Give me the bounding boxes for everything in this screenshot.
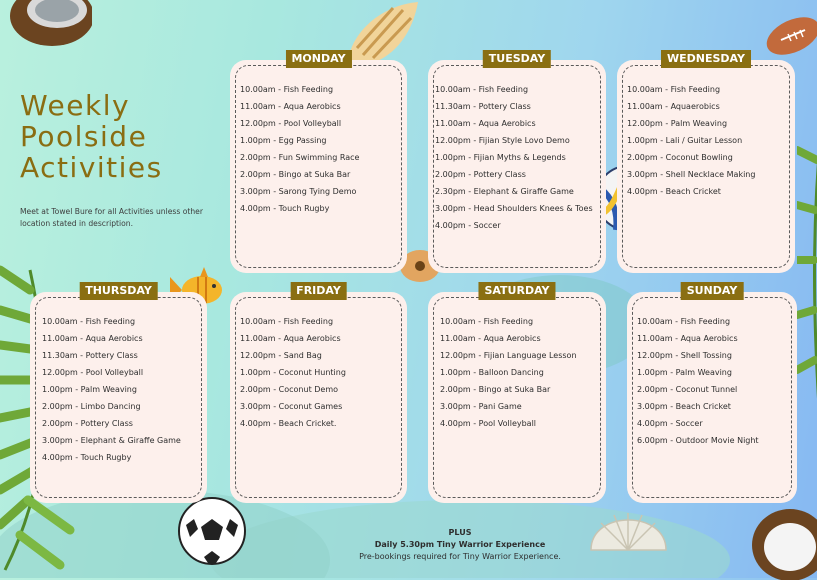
activity-item: 12.00pm - Fijian Style Lovo Demo <box>435 136 570 145</box>
palm-leaf-icon <box>797 120 817 450</box>
activity-item: 2.00pm - Limbo Dancing <box>42 402 141 411</box>
activity-item: 10.00am - Fish Feeding <box>627 85 721 94</box>
activity-item: 4.00pm - Touch Rugby <box>42 453 132 462</box>
activity-item: 2.00pm - Bingo at Suka Bar <box>240 170 351 179</box>
day-card-saturday <box>428 284 606 503</box>
activity-item: 1.00pm - Fijian Myths & Legends <box>435 153 566 162</box>
title-line: Activities <box>20 151 163 184</box>
footer <box>260 527 660 563</box>
activity-list <box>627 81 755 200</box>
activity-list <box>240 313 346 432</box>
day-label: SUNDAY <box>681 282 744 300</box>
rugby-ball-icon <box>763 10 817 60</box>
activity-item: 4.00pm - Pool Volleyball <box>440 419 537 428</box>
activity-item: 1.00pm - Palm Weaving <box>42 385 137 394</box>
activity-item: 10.00am - Fish Feeding <box>240 317 334 326</box>
soccer-ball-icon <box>176 495 248 567</box>
activity-item: 2.00pm - Bingo at Suka Bar <box>440 385 551 394</box>
day-card-thursday <box>30 284 207 503</box>
activity-list <box>240 81 359 217</box>
activity-item: 11.00am - Aqua Aerobics <box>435 119 536 128</box>
activity-item: 10.00am - Fish Feeding <box>42 317 136 326</box>
activity-item: 3.00pm - Sarong Tying Demo <box>240 187 357 196</box>
activity-list <box>637 313 759 449</box>
day-card-friday <box>230 284 407 503</box>
footer-note: Pre-bookings required for Tiny Warrior Experience. <box>359 552 561 561</box>
activity-item: 3.00pm - Shell Necklace Making <box>627 170 756 179</box>
page-title <box>20 90 163 183</box>
day-card-sunday <box>627 284 797 503</box>
activity-item: 3.00pm - Coconut Games <box>240 402 343 411</box>
coconut-icon <box>750 505 817 580</box>
activity-item: 11.00am - Aqua Aerobics <box>637 334 738 343</box>
day-label: FRIDAY <box>290 282 347 300</box>
activity-item: 12.00pm - Shell Tossing <box>637 351 732 360</box>
activity-item: 1.00pm - Coconut Hunting <box>240 368 346 377</box>
activity-item: 12.00pm - Palm Weaving <box>627 119 728 128</box>
activity-item: 11.30am - Pottery Class <box>435 102 531 111</box>
activity-item: 12.00pm - Pool Volleyball <box>42 368 144 377</box>
activity-item: 3.00pm - Pani Game <box>440 402 522 411</box>
activity-item: 1.00pm - Palm Weaving <box>637 368 732 377</box>
day-label: SATURDAY <box>478 282 555 300</box>
day-card-tuesday <box>428 52 606 273</box>
footer-plus: PLUS <box>448 528 472 537</box>
activity-list <box>440 313 577 432</box>
activity-item: 4.00pm - Soccer <box>435 221 501 230</box>
coconut-icon <box>2 0 92 53</box>
activity-item: 4.00pm - Soccer <box>637 419 703 428</box>
activity-item: 10.00am - Fish Feeding <box>435 85 529 94</box>
activity-item: 1.00pm - Egg Passing <box>240 136 327 145</box>
activity-item: 4.00pm - Beach Cricket. <box>240 419 337 428</box>
activity-item: 2.00pm - Coconut Tunnel <box>637 385 738 394</box>
activity-item: 10.00am - Fish Feeding <box>240 85 334 94</box>
activity-item: 2.00pm - Coconut Bowling <box>627 153 733 162</box>
footer-highlight: Daily 5.30pm Tiny Warrior Experience <box>374 540 546 549</box>
activity-item: 2.30pm - Elephant & Giraffe Game <box>435 187 574 196</box>
day-label: WEDNESDAY <box>661 50 751 68</box>
activity-item: 11.00am - Aqua Aerobics <box>240 334 341 343</box>
meeting-note: Meet at Towel Bure for all Activities unless other location stated in description. <box>20 207 203 228</box>
activity-item: 11.00am - Aqua Aerobics <box>240 102 341 111</box>
day-label: THURSDAY <box>79 282 158 300</box>
day-label: TUESDAY <box>483 50 551 68</box>
day-label: MONDAY <box>285 50 351 68</box>
activity-item: 12.00pm - Pool Volleyball <box>240 119 342 128</box>
day-card-wednesday <box>617 52 795 273</box>
activity-item: 3.00pm - Beach Cricket <box>637 402 731 411</box>
activity-list <box>42 313 181 466</box>
day-card-monday <box>230 52 407 273</box>
activity-item: 6.00pm - Outdoor Movie Night <box>637 436 759 445</box>
activity-item: 12.00pm - Sand Bag <box>240 351 322 360</box>
title-line: Poolside <box>20 120 148 153</box>
activity-item: 10.00am - Fish Feeding <box>637 317 731 326</box>
activity-item: 3.00pm - Head Shoulders Knees & Toes <box>435 204 593 213</box>
activity-item: 4.00pm - Touch Rugby <box>240 204 330 213</box>
activity-item: 2.00pm - Coconut Demo <box>240 385 339 394</box>
activity-item: 1.00pm - Balloon Dancing <box>440 368 544 377</box>
activity-item: 11.00am - Aqua Aerobics <box>440 334 541 343</box>
activity-item: 11.00am - Aquaerobics <box>627 102 720 111</box>
activity-item: 2.00pm - Pottery Class <box>435 170 526 179</box>
activity-item: 4.00pm - Beach Cricket <box>627 187 721 196</box>
activity-item: 1.00pm - Lali / Guitar Lesson <box>627 136 743 145</box>
activity-list <box>435 81 593 234</box>
activity-item: 12.00pm - Fijian Language Lesson <box>440 351 577 360</box>
activity-item: 3.00pm - Elephant & Giraffe Game <box>42 436 181 445</box>
activity-item: 11.00am - Aqua Aerobics <box>42 334 143 343</box>
activity-item: 10.00am - Fish Feeding <box>440 317 534 326</box>
activity-item: 2.00pm - Fun Swimming Race <box>240 153 360 162</box>
title-line: Weekly <box>20 89 131 122</box>
activity-item: 11.30am - Pottery Class <box>42 351 138 360</box>
activity-item: 2.00pm - Pottery Class <box>42 419 133 428</box>
